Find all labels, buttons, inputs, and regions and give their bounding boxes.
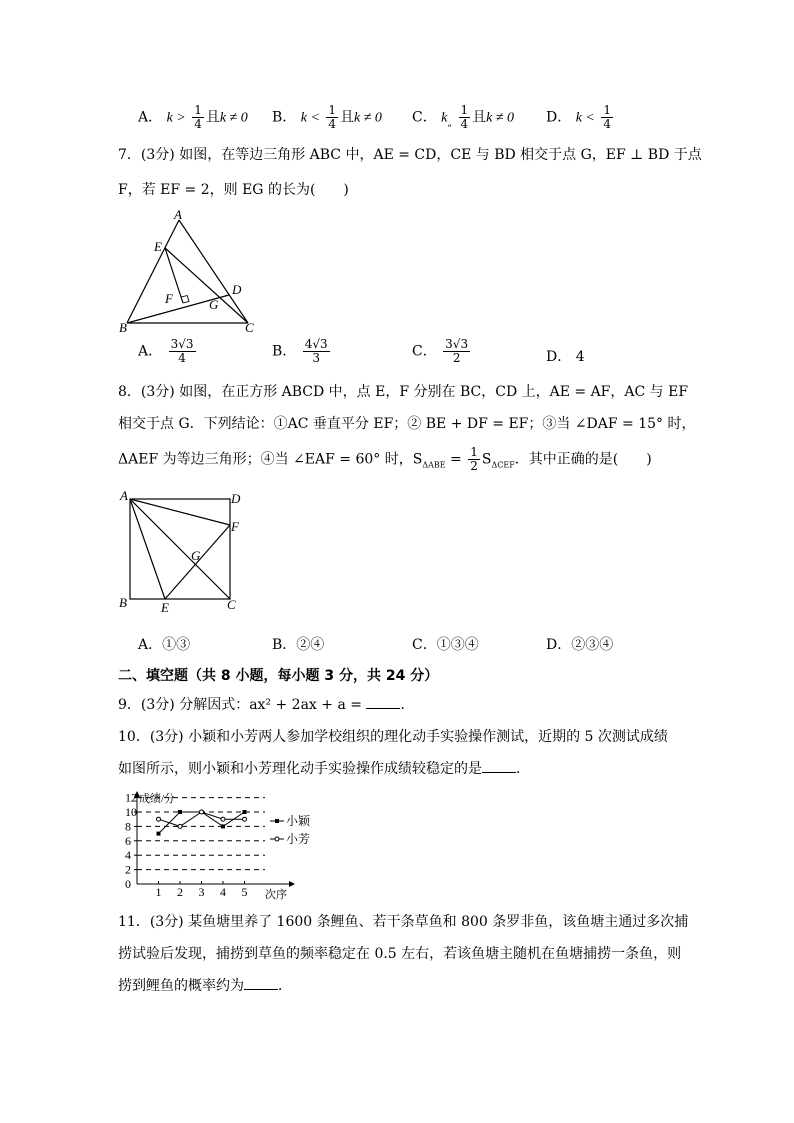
q11-stem-line1: 11．(3分) 某鱼塘里养了 1600 条鲤鱼、若干条草鱼和 800 条罗非鱼，该鱼塘主通过多次捕 <box>118 914 689 930</box>
side-ab <box>127 220 179 323</box>
fraction: $\frac{1}{4}$ <box>603 103 611 131</box>
answer-blank[interactable] <box>482 760 516 773</box>
fraction: $\frac{4√3}{3}$ <box>304 337 328 365</box>
q7-option-c[interactable]: C． $\frac{3√3}{2}$ <box>412 337 469 365</box>
q8-stem-line3: ΔAEF 为等边三角形；④当 ∠EAF = 60° 时，$S_{\Delta ABE}$ = $\frac{1}{2}$ $S_{\Delta CEF}$．其中正确的是( ) <box>118 445 652 473</box>
y-tick-label: 10 <box>125 805 137 819</box>
label-g: G <box>191 548 201 563</box>
y-tick-label: 4 <box>125 848 131 863</box>
label-f: F <box>231 519 239 534</box>
q6-option-a[interactable]: A． k > $\frac{1}{4}$ 且k ≠ 0 <box>138 103 248 131</box>
x-tick-label: 3 <box>198 885 205 899</box>
q6-option-d[interactable]: D． k < $\frac{1}{4}$ <box>546 103 611 131</box>
q7-stem-line2: F，若 EF = 2，则 EG 的长为( ) <box>118 182 349 198</box>
x-tick-label: 4 <box>220 885 226 899</box>
label-e: E <box>154 239 162 254</box>
data-point <box>243 810 247 814</box>
q7-stem-line1: 7．(3分) 如图，在等边三角形 ABC 中，AE = CD，CE 与 BD 相交于点 G，EF ⊥ BD 于点 <box>118 147 702 163</box>
q7-option-a[interactable]: A． $\frac{3√3}{4}$ <box>138 337 194 365</box>
data-point <box>221 817 225 821</box>
label-e: E <box>161 600 169 615</box>
q8-option-a[interactable]: A．①③ <box>138 637 191 653</box>
data-point <box>178 824 182 828</box>
q8-option-c[interactable]: C．①③④ <box>412 637 479 653</box>
q9-stem: 9．(3分) 分解因式：ax² + 2ax + a = ． <box>118 697 415 713</box>
label-b: B <box>119 320 127 335</box>
y-tick-label: 2 <box>125 862 131 877</box>
answer-blank[interactable] <box>244 977 278 990</box>
x-tick-label: 2 <box>177 885 183 899</box>
y-tick-label: 6 <box>125 833 131 848</box>
section-title-fill-in: 二、填空题（共 8 小题，每小题 3 分，共 24 分） <box>118 668 439 684</box>
q8-stem-line2: 相交于点 G．下列结论：①AC 垂直平分 EF；② BE + DF = EF；③当 ∠DAF = 15° 时， <box>118 416 696 432</box>
label-g: G <box>209 297 219 312</box>
label-c: C <box>245 320 254 335</box>
data-point <box>178 810 182 814</box>
x-axis-label: 次序 <box>265 889 287 900</box>
segment-ae <box>130 499 165 599</box>
fraction: $\frac{1}{4}$ <box>328 103 337 131</box>
legend-marker <box>275 819 279 823</box>
label-a: A <box>120 488 128 503</box>
data-point <box>157 817 161 821</box>
x-tick-label: 5 <box>241 885 248 899</box>
fraction: $\frac{3√3}{4}$ <box>170 337 194 365</box>
q10-stem-line2: 如图所示，则小颖和小芳理化动手实验操作成绩较稳定的是 ． <box>118 761 530 777</box>
q8-stem-line1: 8．(3分) 如图，在正方形 ABCD 中，点 E，F 分别在 BC，CD 上，AE = AF，AC 与 EF <box>118 384 689 400</box>
q8-square-figure <box>115 485 255 615</box>
q7-triangle-figure <box>115 205 265 335</box>
label-f: F <box>165 291 173 306</box>
y-tick-label: 0 <box>125 877 131 891</box>
data-point <box>221 824 225 828</box>
q8-option-d[interactable]: D．②③④ <box>546 637 614 653</box>
y-axis-label: 成绩/分 <box>139 793 176 805</box>
fraction: $\frac{3√3}{2}$ <box>445 337 469 365</box>
series-line-1 <box>159 812 245 834</box>
label-c: C <box>227 597 236 612</box>
y-tick-label: 8 <box>125 819 131 834</box>
legend-label: 小芳 <box>286 832 311 846</box>
q8-option-b[interactable]: B．②④ <box>272 637 325 653</box>
y-tick-label: 12 <box>125 790 137 805</box>
q6-option-b[interactable]: B． k < $\frac{1}{4}$ 且k ≠ 0 <box>272 103 382 131</box>
data-point <box>200 810 204 814</box>
data-point <box>243 817 247 821</box>
x-tick-label: 1 <box>155 885 162 899</box>
answer-blank[interactable] <box>366 696 400 709</box>
q11-stem-line2: 捞试验后发现，捕捞到草鱼的频率稳定在 0.5 左右，若该鱼塘主随机在鱼塘捕捞一条鱼，则 <box>118 946 682 962</box>
label-d: D <box>232 282 242 297</box>
data-point <box>157 832 161 836</box>
q7-option-d[interactable]: D． 4 <box>546 349 585 365</box>
label-b: B <box>119 595 127 610</box>
q6-option-c[interactable]: C． $k_„$ $\frac{1}{4}$ 且k ≠ 0 <box>412 103 515 131</box>
legend-label: 小颖 <box>286 814 311 828</box>
fraction: $\frac{1}{4}$ <box>460 103 469 131</box>
q10-line-chart <box>115 788 345 900</box>
q10-stem-line1: 10．(3分) 小颖和小芳两人参加学校组织的理化动手实验操作测试，近期的 5 次测试成绩 <box>118 729 668 745</box>
x-axis-arrow <box>289 881 295 887</box>
label-d: D <box>231 491 241 506</box>
diagonal-ac <box>130 499 230 599</box>
label-a: A <box>174 207 182 222</box>
q7-option-b[interactable]: B． $\frac{4√3}{3}$ <box>272 337 328 365</box>
segment-af <box>130 499 230 525</box>
legend-marker <box>275 837 279 841</box>
fraction: $\frac{1}{4}$ <box>194 103 202 131</box>
q11-stem-line3: 捞到鲤鱼的概率约为 ． <box>118 978 292 994</box>
